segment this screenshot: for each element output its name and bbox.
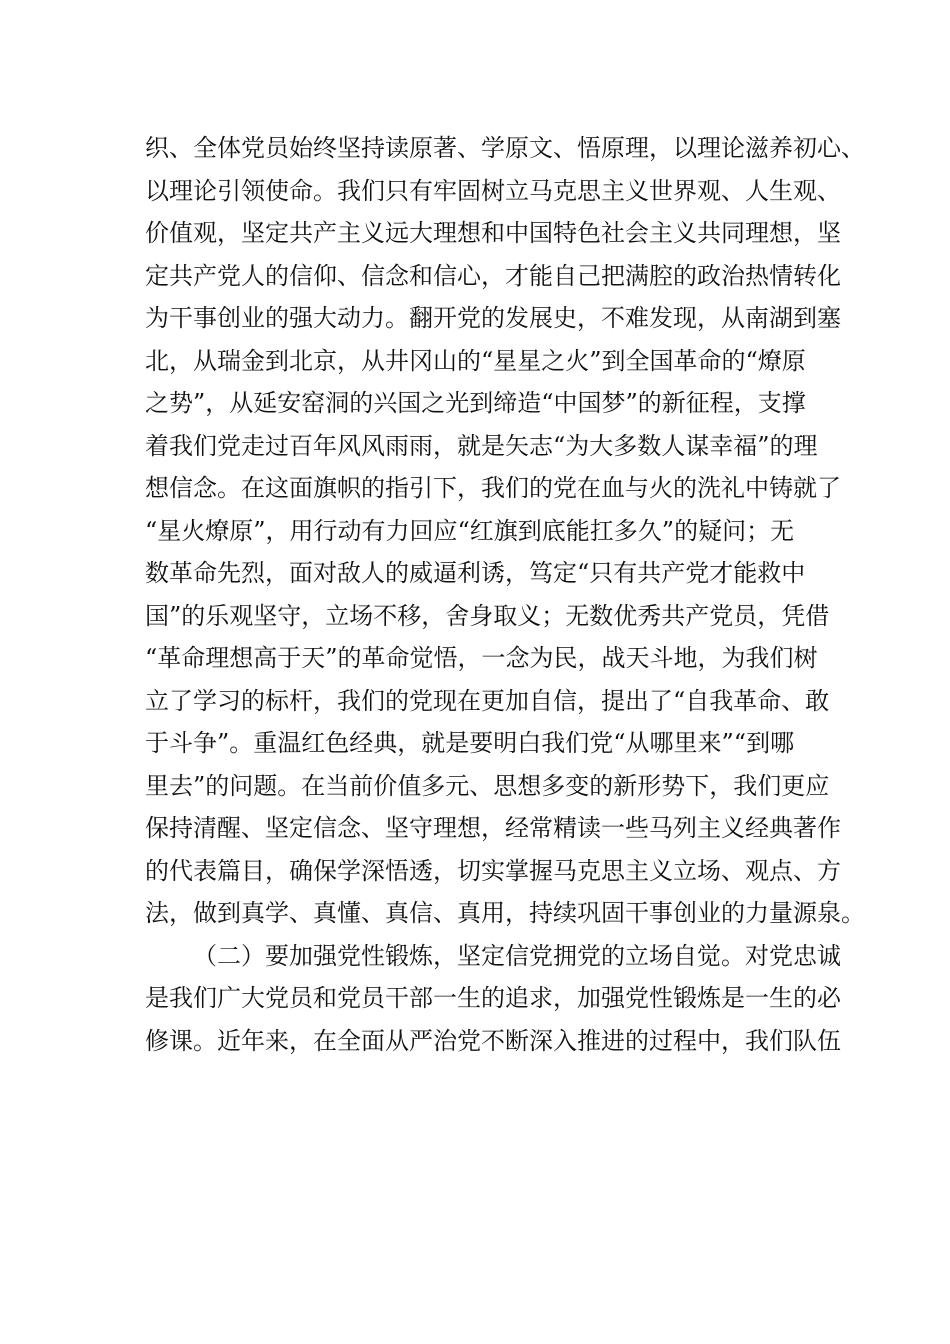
text-line: 着我们党走过百年风风雨雨，就是矢志“为大多数人谋幸福”的理 — [145, 431, 818, 460]
text-line: 定共产党人的信仰、信念和信心，才能自己把满腔的政治热情转化 — [145, 261, 841, 290]
text-line: 以理论引领使命。我们只有牢固树立马克思主义世界观、人生观、 — [145, 176, 841, 205]
text-line: 想信念。在这面旗帜的指引下，我们的党在血与火的洗礼中铸就了 — [145, 474, 841, 502]
text-line: 的代表篇目，确保学深悟透，切实掌握马克思主义立场、观点、方 — [145, 856, 841, 885]
text-line: “革命理想高于天”的革命觉悟，一念为民，战天斗地，为我们树 — [145, 644, 818, 672]
text-line: 为干事创业的强大动力。翻开党的发展史，不难发现，从南湖到塞 — [145, 304, 841, 332]
text-line: 法，做到真学、真懂、真信、真用，持续巩固干事创业的力量源泉。 — [145, 899, 865, 927]
text-line: 保持清醒、坚定信念、坚守理想，经常精读一些马列主义经典著作 — [145, 814, 841, 842]
text-line: 是我们广大党员和党员干部一生的追求，加强党性锻炼是一生的必 — [145, 984, 841, 1012]
text-line: 数革命先烈，面对敌人的威逼利诱，笃定“只有共产党才能救中 — [145, 559, 806, 587]
text-line: 修课。近年来，在全面从严治党不断深入推进的过程中，我们队伍 — [145, 1026, 841, 1055]
text-line: “星火燎原”，用行动有力回应“红旗到底能扛多久”的疑问；无 — [145, 516, 795, 545]
text-line: 于斗争”。重温红色经典，就是要明白我们党“从哪里来”“到哪 — [145, 729, 795, 757]
text-line: 里去”的问题。在当前价值多元、思想多变的新形势下，我们更应 — [145, 771, 830, 800]
text-line: 北，从瑞金到北京，从井冈山的“星星之火”到全国革命的“燎原 — [145, 346, 806, 375]
text-line: 立了学习的标杆，我们的党现在更加自信，提出了“自我革命、敢 — [145, 686, 830, 715]
section-heading-line: （二）要加强党性锻炼，坚定信党拥党的立场自觉。对党忠诚 — [193, 941, 841, 970]
text-line: 之势”，从延安窑洞的兴国之光到缔造“中国梦”的新征程，支撑 — [145, 389, 806, 417]
text-line: 织、全体党员始终坚持读原著、学原文、悟原理，以理论滋养初心、 — [145, 134, 865, 162]
text-line: 国”的乐观坚守，立场不移，舍身取义；无数优秀共产党员，凭借 — [145, 601, 830, 630]
text-line: 价值观，坚定共产主义远大理想和中国特色社会主义共同理想，坚 — [145, 219, 841, 247]
body-text — [145, 127, 865, 1062]
